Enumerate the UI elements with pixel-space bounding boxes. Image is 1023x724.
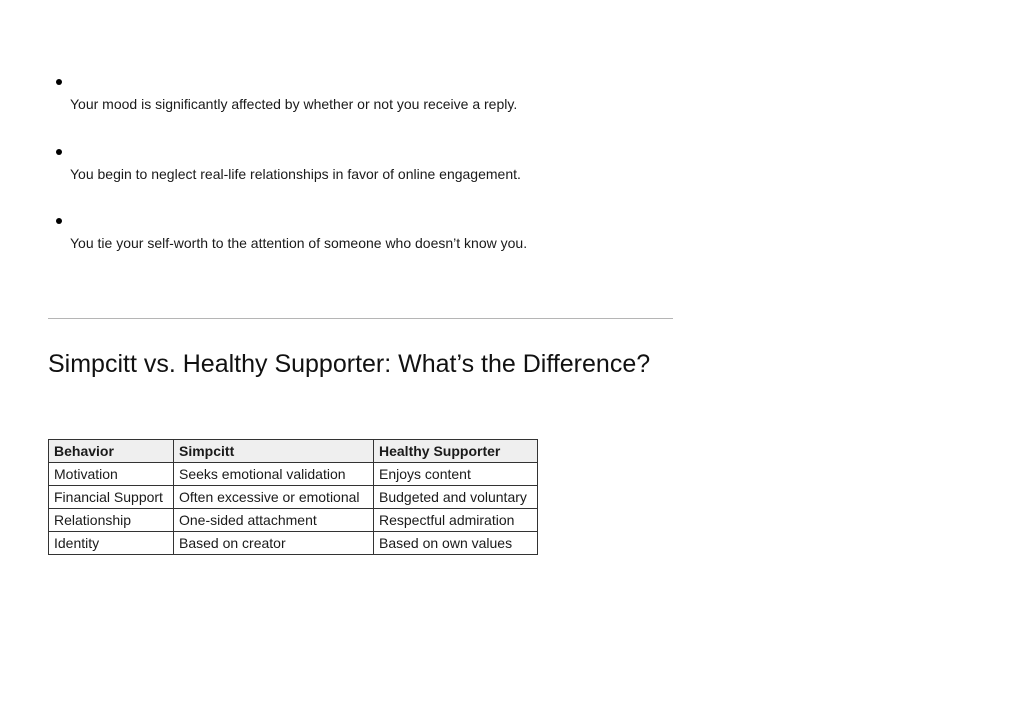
table-cell: Based on creator	[174, 532, 374, 555]
table-cell: Relationship	[49, 509, 174, 532]
bullet-dot	[56, 79, 62, 85]
section-heading: Simpcitt vs. Healthy Supporter: What’s the Difference?	[48, 350, 651, 378]
bullet-text: You begin to neglect real-life relationships in favor of online engagement.	[70, 165, 521, 182]
table-row	[49, 509, 538, 532]
column-header: Simpcitt	[174, 440, 374, 463]
table-header-row	[49, 440, 538, 463]
table-cell: Identity	[49, 532, 174, 555]
column-header: Behavior	[49, 440, 174, 463]
table-cell: Respectful admiration	[374, 509, 538, 532]
column-header: Healthy Supporter	[374, 440, 538, 463]
table-cell: One-sided attachment	[174, 509, 374, 532]
bullet-text: Your mood is significantly affected by whether or not you receive a reply.	[70, 96, 518, 112]
table-row	[49, 532, 538, 555]
bullet-dot	[56, 149, 62, 155]
table-row	[49, 463, 538, 486]
table-cell: Often excessive or emotional	[174, 486, 374, 509]
bullet-text: You tie your self-worth to the attention of someone who doesn’t know you.	[70, 235, 528, 251]
table-cell: Financial Support	[49, 486, 174, 509]
table-cell: Motivation	[49, 463, 174, 486]
table-cell: Seeks emotional validation	[174, 463, 374, 486]
table-row	[49, 486, 538, 509]
bullet-dot	[56, 218, 62, 224]
section-divider	[48, 318, 673, 319]
table-cell: Budgeted and voluntary	[374, 486, 538, 509]
table-cell: Enjoys content	[374, 463, 538, 486]
table-cell: Based on own values	[374, 532, 538, 555]
comparison-table	[48, 439, 538, 555]
